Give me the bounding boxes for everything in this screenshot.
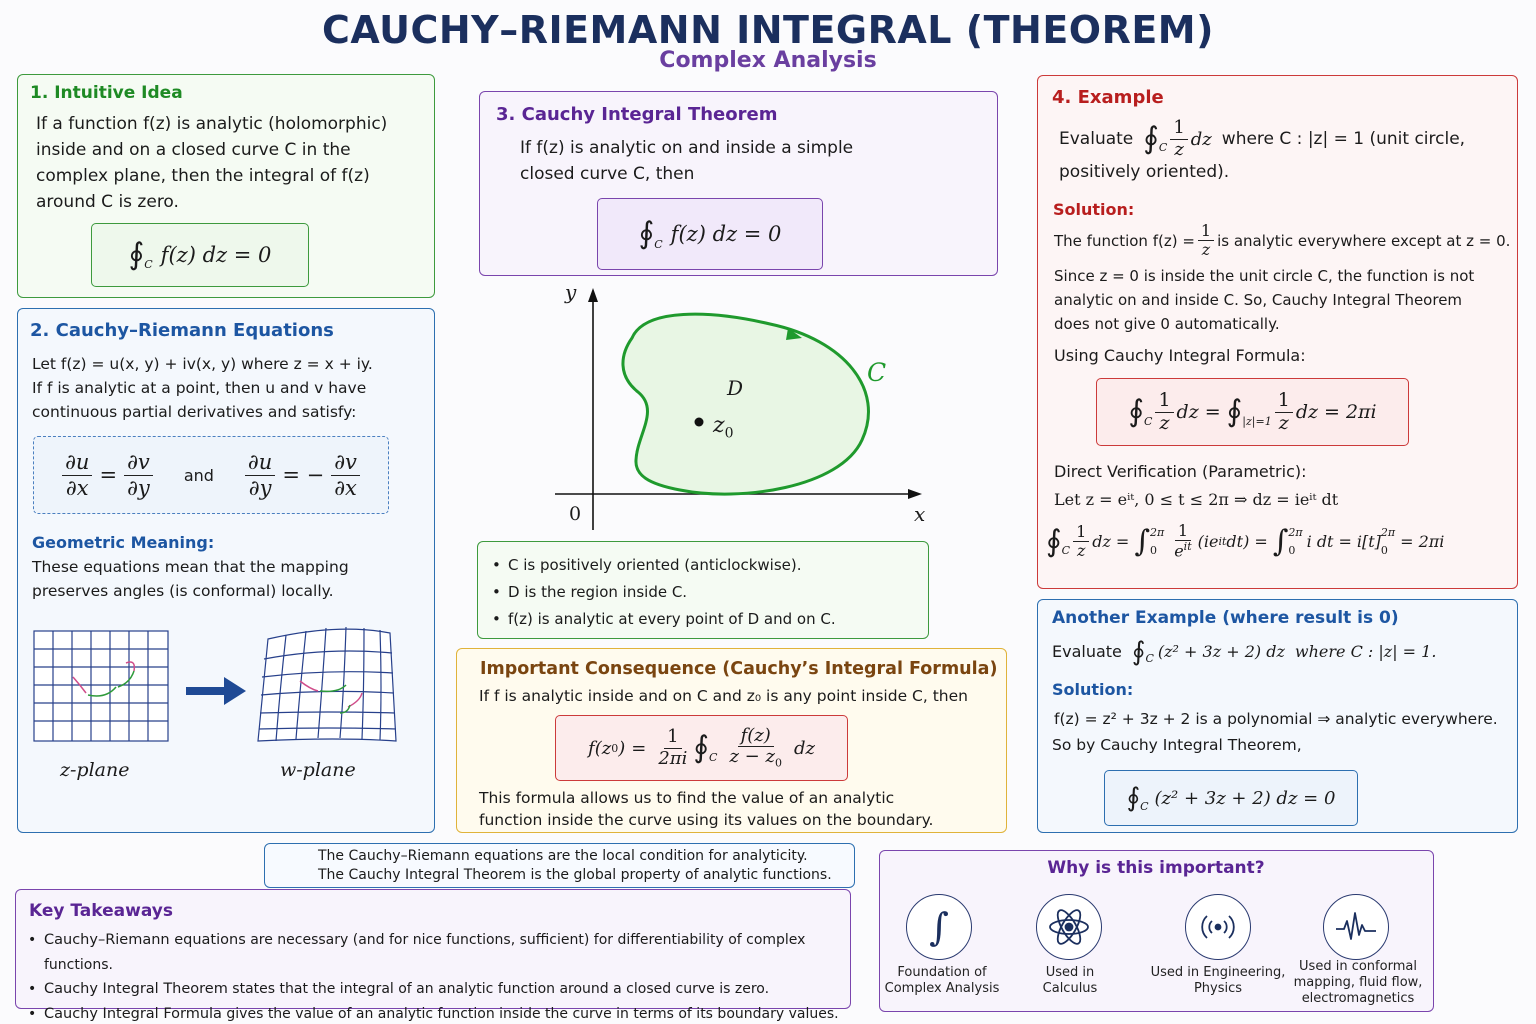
example-evaluate: Evaluate ∮ $_C$ $\frac{1}{z}$ dz where C : |z| = 1 (unit circle, [1059,117,1466,160]
geometric-meaning-heading: Geometric Meaning: [32,533,215,552]
example-solution-label: Solution: [1053,200,1135,219]
consequence-note: This formula allows us to find the value of an analytic function inside the curve using its values on the boundary. [479,789,934,829]
condition-item: • f(z) is analytic at every point of D and on C. [490,606,920,633]
intuitive-idea-formula: ∮ $_C$ f(z) dz = 0 [91,223,309,287]
example-using: Using Cauchy Integral Formula: [1054,346,1306,365]
z-plane-label: z-plane [60,759,130,781]
page-title: CAUCHY–RIEMANN INTEGRAL (THEOREM) [322,8,1214,52]
origin-label: 0 [569,503,582,525]
another-where: where C : |z| = 1. [1294,642,1437,661]
example-evaluate-label: Evaluate [1059,129,1134,150]
consequence-heading: Important Consequence (Cauchy’s Integral Formula) [480,659,998,679]
example-where: where C : |z| = 1 (unit circle, [1221,129,1466,150]
curve-c-label: C [867,358,887,387]
integral-icon: ∫ [906,894,972,960]
conditions-panel [477,541,929,639]
another-solution-label: Solution: [1052,680,1134,699]
another-example-heading: Another Example (where result is 0) [1052,608,1399,628]
axis-y-label: y [565,280,577,304]
z-plane-grid [34,631,168,741]
contour-diagram [540,280,940,540]
integral-formula-box: f(z 0 ) = $\frac{1}{2\pi i}$ ∮ $_C$ $\frac{f(z)}{z - z_0}$ dz [555,715,848,781]
conditions-list [490,552,920,633]
axis-x-label: x [914,502,926,526]
cauchy-riemann-panel [17,308,435,833]
example-parametric-derivation: ∮ $_C$ $\frac{1}{z}$ dz = ∫ 2π 0 $\frac{1}{e^{it}}$ (ie it dt) = ∫ 2π 0 i dt = i[t] 2π 0 = 2πi [1046,521,1445,561]
another-poly: f(z) = z² + 3z + 2 is a polynomial ⇒ analytic everywhere. [1054,710,1498,728]
cr-equations-box: $\frac{\partial u}{\partial x}$ = $\frac{\partial v}{\partial y}$ and $\frac{\partial u}{\partial y}$ = − $\frac{\partial v}{\partial x}$ [33,436,389,514]
local-global-line2: The Cauchy Integral Theorem is the global property of analytic functions. [318,867,832,883]
example-let: Let z = eⁱᵗ, 0 ≤ t ≤ 2π ⇒ dz = ieⁱᵗ dt [1054,490,1339,509]
page-subtitle: Complex Analysis [659,48,877,73]
intuitive-idea-formula-text: f(z) dz = 0 [160,243,272,267]
why-important-panel [879,850,1434,1012]
consequence-panel [456,648,1007,833]
atom-icon [1036,894,1102,960]
geometric-meaning-text: These equations mean that the mapping preserves angles (is conformal) locally. [32,558,349,600]
example-result-box: ∮ $_C$ $\frac{1}{z}$ dz = ∮ $_{|z|=1}$ $\frac{1}{z}$ dz = 2πi [1096,378,1409,446]
local-global-note [264,843,855,888]
arrow-icon [186,677,246,705]
waveform-icon [1323,894,1389,960]
key-takeaways-heading: Key Takeaways [29,901,173,921]
cr-line1: Let f(z) = u(x, y) + iv(x, y) where z = x + iy. [32,355,373,373]
cr-line2: If f is analytic at a point, then u and v have [32,379,367,397]
example-panel [1037,75,1518,589]
why-caption-3: Used in Engineering, Physics [1150,965,1286,996]
key-takeaways-list [26,928,842,1024]
intuitive-idea-panel [17,74,435,298]
cauchy-integral-theorem-panel [479,91,998,276]
intuitive-idea-text: If a function f(z) is analytic (holomorphic) inside and on a closed curve C in the complex plane, then the integral of f(z) around C is zero. [36,114,388,212]
example-function: The function f(z) = $\frac{1}{z}$ is analytic everywhere except at z = 0. [1054,221,1511,260]
signal-icon [1185,894,1251,960]
condition-item: • C is positively oriented (anticlockwise). [490,552,920,579]
another-so: So by Cauchy Integral Theorem, [1052,736,1302,754]
cauchy-riemann-heading: 2. Cauchy–Riemann Equations [30,320,334,341]
takeaway-item: • Cauchy–Riemann equations are necessary (and for nice functions, sufficient) for differentiability of complex functions. [26,928,842,977]
another-evaluate-label: Evaluate [1052,642,1122,661]
example-function-post: is analytic everywhere except at z = 0. [1217,231,1511,250]
example-positively: positively oriented). [1059,162,1230,182]
cauchy-integral-theorem-formula: ∮ $_C$ f(z) dz = 0 [597,198,823,270]
example-result-value: = 2πi [1324,401,1377,423]
cr-line3: continuous partial derivatives and satisfy: [32,403,357,421]
example-direct: Direct Verification (Parametric): [1054,462,1307,481]
why-caption-4: Used in conformal mapping, fluid flow, electromagnetics [1293,959,1423,1006]
another-result-text: (z² + 3z + 2) dz = 0 [1154,787,1336,809]
w-plane-grid [258,627,396,741]
example-since: Since z = 0 is inside the unit circle C, the function is not analytic on and inside C. So, Cauchy Integral Theorem does not give 0 automatically. [1054,267,1475,333]
another-integrand: (z² + 3z + 2) dz [1157,642,1285,661]
cauchy-integral-theorem-heading: 3. Cauchy Integral Theorem [496,104,778,125]
point-z0 [695,418,704,427]
cauchy-integral-theorem-text: If f(z) is analytic on and inside a simple closed curve C, then [520,138,854,184]
why-caption-1: Foundation of Complex Analysis [884,965,1000,996]
w-plane-label: w-plane [280,759,356,781]
condition-item: • D is the region inside C. [490,579,920,606]
another-example-panel [1037,599,1518,833]
consequence-text: If f is analytic inside and on C and z₀ is any point inside C, then [479,687,968,705]
why-caption-2: Used in Calculus [1042,965,1098,996]
cr-and: and [183,465,214,485]
conformal-map-diagram [18,619,434,749]
example-heading: 4. Example [1052,87,1164,108]
intuitive-idea-heading: 1. Intuitive Idea [30,83,183,103]
point-z0-label: $z_0$ [713,413,734,442]
another-result-box: ∮ $_C$ (z² + 3z + 2) dz = 0 [1104,770,1358,826]
region-d-label: D [727,376,744,400]
takeaway-item: • Cauchy Integral Theorem states that the integral of an analytic function around a closed curve is zero. [26,977,842,1002]
another-example-evaluate: Evaluate ∮ $_C$ (z² + 3z + 2) dz where C : |z| = 1. [1052,636,1437,667]
why-important-heading: Why is this important? [1047,858,1265,878]
cauchy-integral-theorem-formula-text: f(z) dz = 0 [670,222,782,246]
local-global-line1: The Cauchy–Riemann equations are the local condition for analyticity. [318,848,808,864]
takeaway-item: • Cauchy Integral Formula gives the value of an analytic function inside the curve in terms of its boundary values. [26,1002,842,1024]
example-function-pre: The function f(z) = [1054,231,1195,250]
key-takeaways-panel [15,889,851,1022]
contour-curve-c [623,314,869,494]
